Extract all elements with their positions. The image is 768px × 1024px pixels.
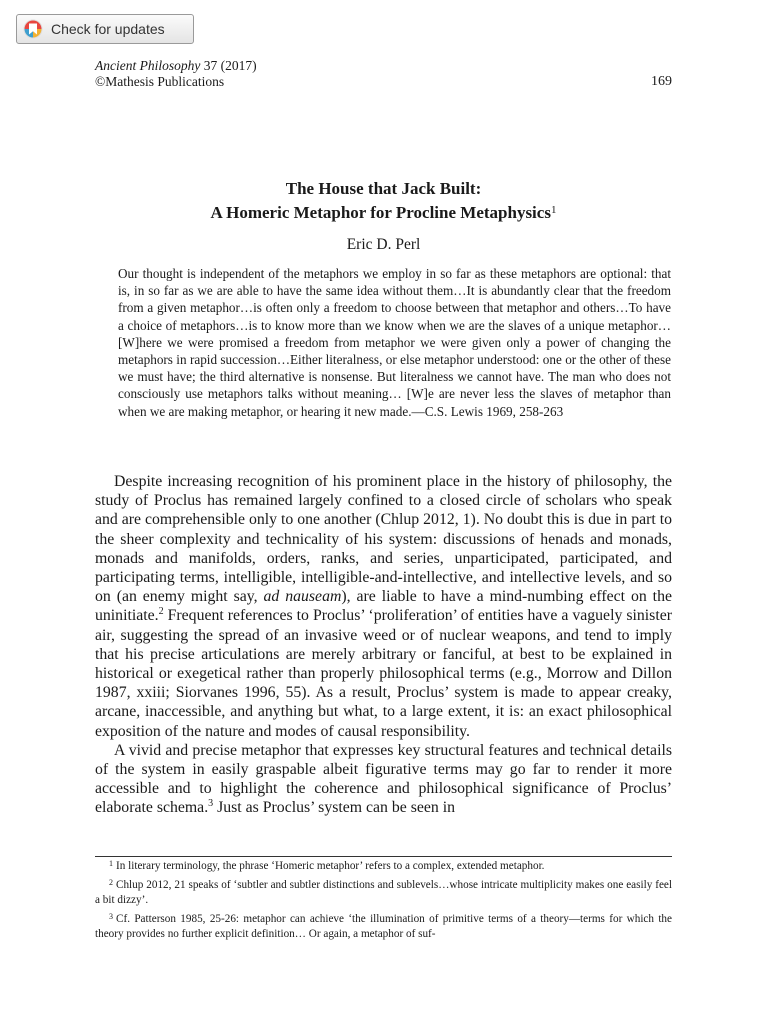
footnote-ref-1[interactable]: 1 [550, 204, 557, 216]
footnotes [95, 859, 672, 946]
publisher: ©Mathesis Publications [95, 74, 225, 89]
author-name: Eric D. Perl [346, 236, 421, 253]
title-line-1: The House that Jack Built: [285, 179, 482, 198]
article-title [95, 177, 672, 225]
article-body [95, 472, 672, 818]
journal-info [95, 58, 257, 90]
paragraph-2: A vivid and precise metaphor that expresses key structural features and technical details of the system in easily graspable albeit figurative terms may go far to render it more accessible and to highlight the coherence and philosophical significance of Proclus’ elaborate schema.$^3$ Just as Proclus’ system can be seen in [95, 741, 672, 817]
page-number: 169 [651, 74, 672, 89]
epigraph: Our thought is independent of the metaphors we employ in so far as these metaphors are optional: that is, in so far as we are able to have the same idea without them…It is abundantly clear that the freedom from a given metaphor…is often only a freedom to choose between that metaphor and others…To have a choice of metaphors…is to know more than we know when we are the slaves of a unique metaphor… [W]here we were promised a freedom from metaphor we were given only a power of changing the metaphors in rapid succession…Either literalness, or else metaphor understood: one or the other of these we must have; the third alternative is nonsense. But literalness we cannot have. The man who does not consciously use metaphors talks without meaning… [W]e are never less the slaves of metaphor than when we are making metaphor, or hearing it new made.—C.S. Lewis 1969, 258-263 [118, 266, 671, 419]
footnote-1: $^1$ In literary terminology, the phrase ‘Homeric metaphor’ refers to a complex, extended metaphor. [109, 859, 545, 872]
footnote-ref-2[interactable]: 2 [158, 606, 164, 618]
footnote-ref-3[interactable]: 3 [208, 798, 214, 810]
journal-volume: 37 (2017) [200, 58, 257, 73]
title-line-2: A Homeric Metaphor for Procline Metaphysics [210, 203, 551, 222]
footnote-divider [95, 856, 672, 857]
footnote-2: $^2$ Chlup 2012, 21 speaks of ‘subtler and subtler distinctions and sublevels…whose intricate multiplicity makes one easily feel a bit dizzy’. [95, 878, 672, 906]
footnote-3: $^3$ Cf. Patterson 1985, 25-26: metaphor can achieve ‘the illumination of primitive terms of a theory—terms for which the theory provides no further explicit definition… Or again, a metaphor of suf- [95, 912, 672, 940]
paragraph-1: Despite increasing recognition of his prominent place in the history of philosophy, the study of Proclus has remained largely confined to a closed circle of scholars who speak and are comprehensible only to one another (Chlup 2012, 1). No doubt this is due in part to the sheer complexity and technicality of his system: discussions of henads and monads, monads and manifolds, orders, ranks, and series, unparticipated, participated, and participating terms, intelligible, intelligible-and-intellective, and intellective levels, and so on (an enemy might say, ad nauseam), are liable to have a mind-numbing effect on the uninitiate.$^2$ Frequent references to Proclus’ ‘proliferation’ of entities have a vaguely sinister air, suggesting the spread of an invasive weed or of nuclear weapons, and tend to imply that his precise articulations are merely arbitrary or fanciful, at best to be explained in historical or exegetical rather than properly philosophical terms (e.g., Morrow and Dillon 1987, xxiii; Siorvanes 1996, 55). As a result, Proclus’ system is made to appear creaky, arcane, inaccessible, and anything but what, to a large extent, it is: an exact philosophical exposition of the nature and modes of causal responsibility. [95, 473, 672, 740]
journal-name: Ancient Philosophy [95, 58, 201, 73]
check-for-updates-label: Check for updates [51, 21, 165, 37]
check-for-updates-button[interactable] [16, 14, 194, 44]
crossmark-icon [23, 19, 43, 39]
